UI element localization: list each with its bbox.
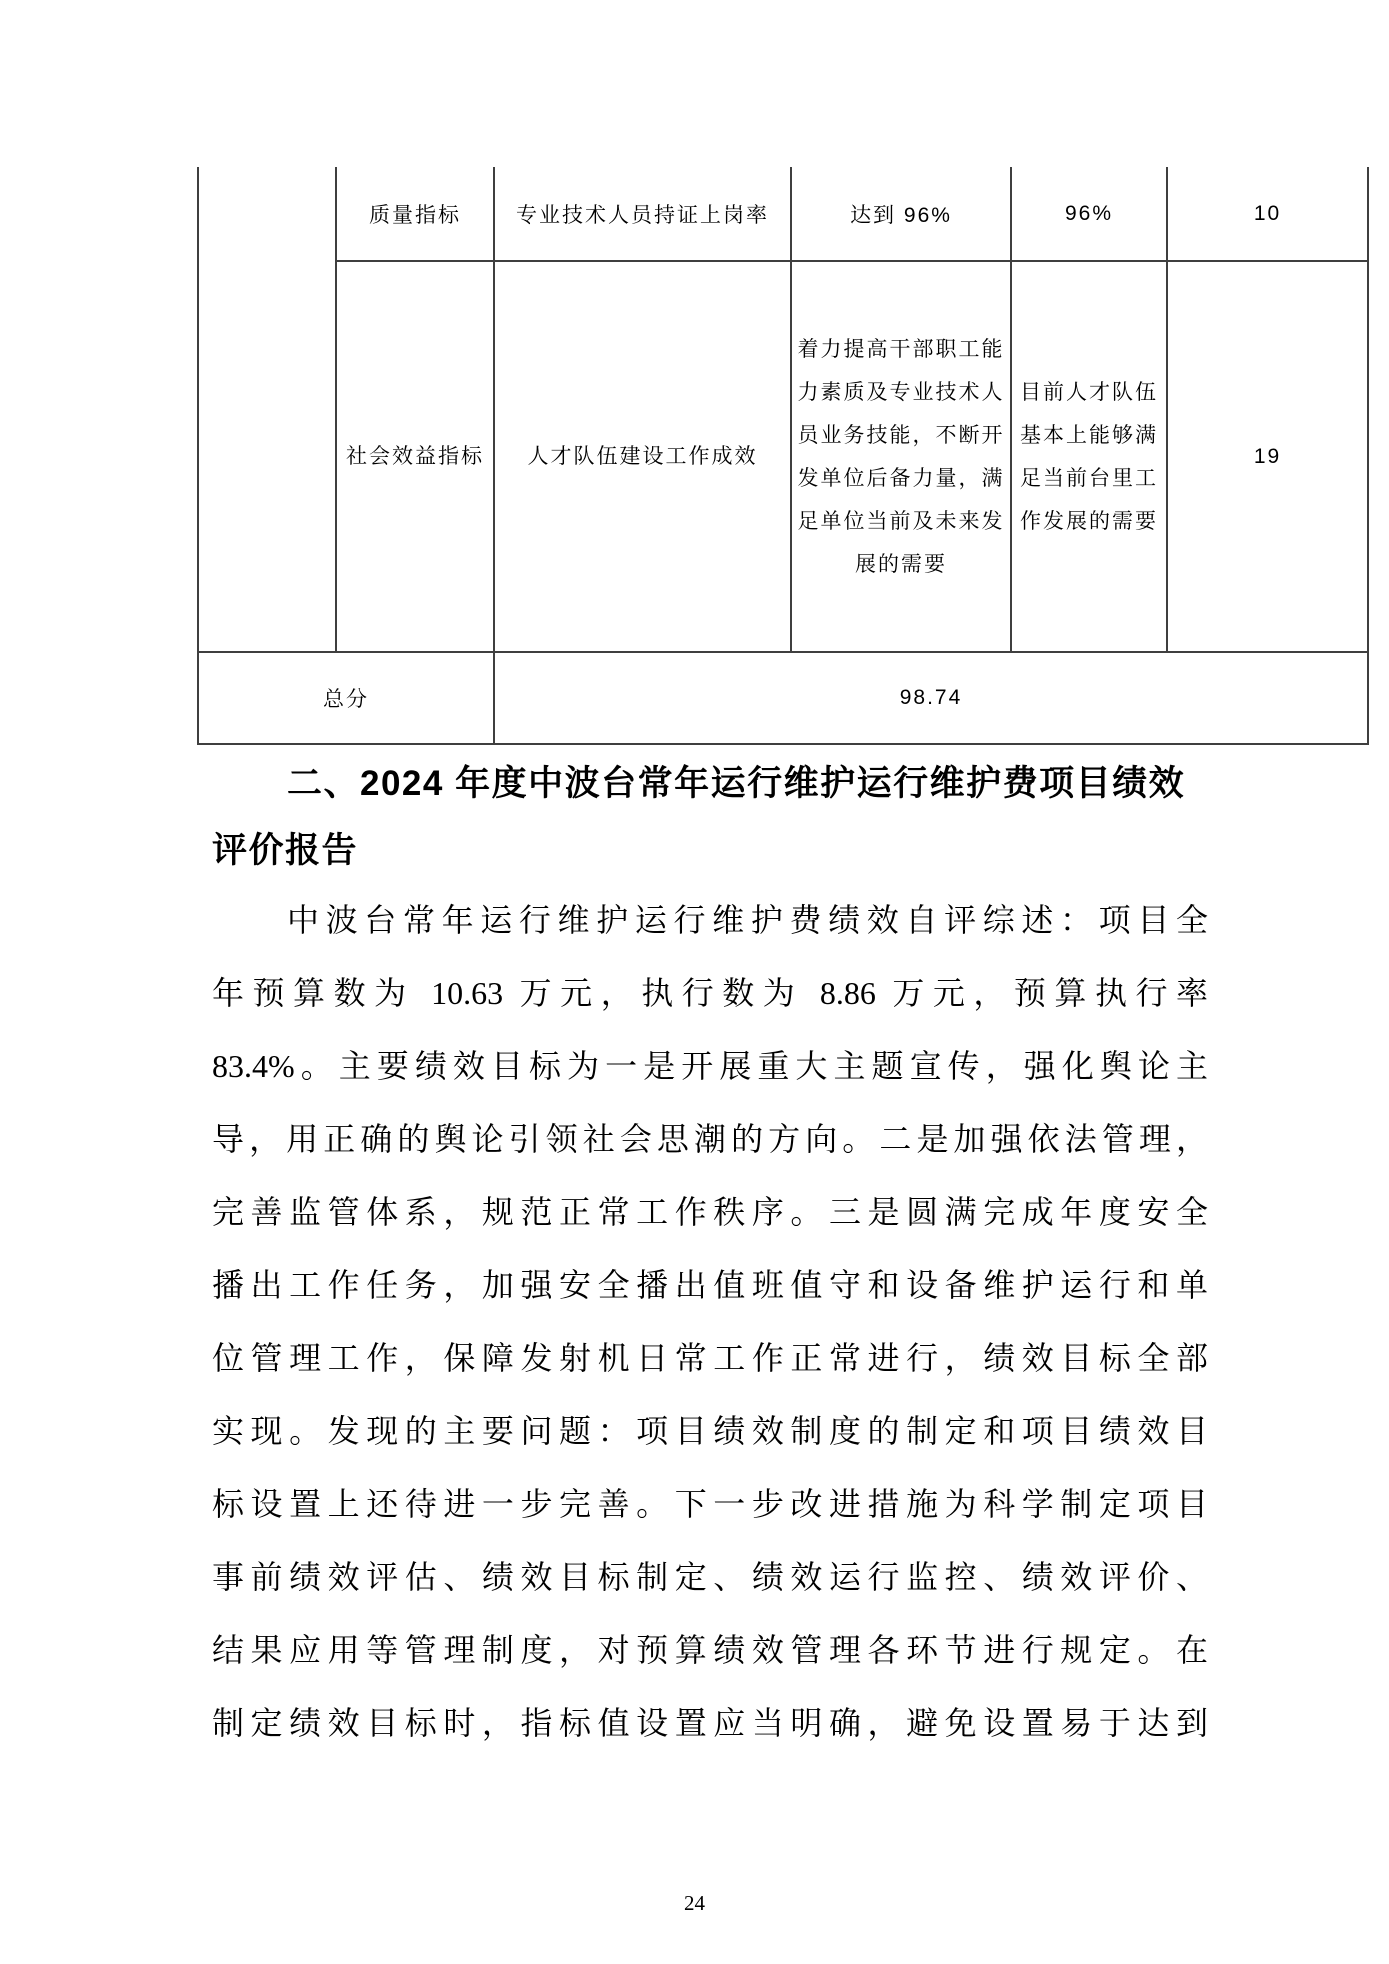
section-heading-line1: 二、2024 年度中波台常年运行维护运行维护费项目绩效	[287, 764, 1186, 803]
page-number: 24	[684, 1891, 705, 1915]
indicator-target-description: 着力提高干部职工能力素质及专业技术人员业务技能，不断开发单位后备力量，满足单位当前及未来发展的需要	[791, 261, 1011, 652]
report-summary-paragraph	[212, 884, 1208, 1760]
paragraph-line: 年预算数为 10.63 万元，执行数为 8.86 万元，预算执行率	[212, 975, 1208, 1011]
indicator-score: 19	[1167, 261, 1368, 652]
indicator-type-social-benefit: 社会效益指标	[336, 261, 494, 652]
paragraph-line: 中波台常年运行维护运行维护费绩效自评综述：项目全	[287, 902, 1208, 938]
paragraph-line: 导，用正确的舆论引领社会思潮的方向。二是加强依法管理，	[212, 1121, 1208, 1157]
total-score-label: 总分	[198, 652, 494, 744]
total-score-value: 98.74	[494, 652, 1368, 744]
indicator-name-talent-team: 人才队伍建设工作成效	[494, 261, 791, 652]
indicator-name-certification-rate: 专业技术人员持证上岗率	[494, 167, 791, 261]
paragraph-line: 完善监管体系，规范正常工作秩序。三是圆满完成年度安全	[212, 1194, 1208, 1230]
indicator-score: 10	[1167, 167, 1368, 261]
paragraph-line: 标设置上还待进一步完善。下一步改进措施为科学制定项目	[212, 1486, 1208, 1522]
performance-score-table	[197, 167, 1369, 745]
paragraph-line: 事前绩效评估、绩效目标制定、绩效运行监控、绩效评价、	[212, 1559, 1208, 1595]
indicator-type-quality: 质量指标	[336, 167, 494, 261]
paragraph-line: 制定绩效目标时，指标值设置应当明确，避免设置易于达到	[212, 1705, 1208, 1741]
paragraph-line: 播出工作任务，加强安全播出值班值守和设备维护运行和单	[212, 1267, 1208, 1303]
category-cell-empty	[198, 167, 336, 652]
section-heading-line2: 评价报告	[212, 831, 359, 870]
indicator-target-value: 达到 96%	[791, 167, 1011, 261]
section-heading	[212, 750, 1208, 884]
indicator-actual-value: 96%	[1011, 167, 1167, 261]
paragraph-line: 实现。发现的主要问题：项目绩效制度的制定和项目绩效目	[212, 1413, 1208, 1449]
paragraph-line: 83.4%。主要绩效目标为一是开展重大主题宣传，强化舆论主	[212, 1048, 1208, 1084]
paragraph-line: 结果应用等管理制度，对预算绩效管理各环节进行规定。在	[212, 1632, 1208, 1668]
paragraph-line: 位管理工作，保障发射机日常工作正常进行，绩效目标全部	[212, 1340, 1208, 1376]
indicator-actual-description: 目前人才队伍基本上能够满足当前台里工作发展的需要	[1011, 261, 1167, 652]
